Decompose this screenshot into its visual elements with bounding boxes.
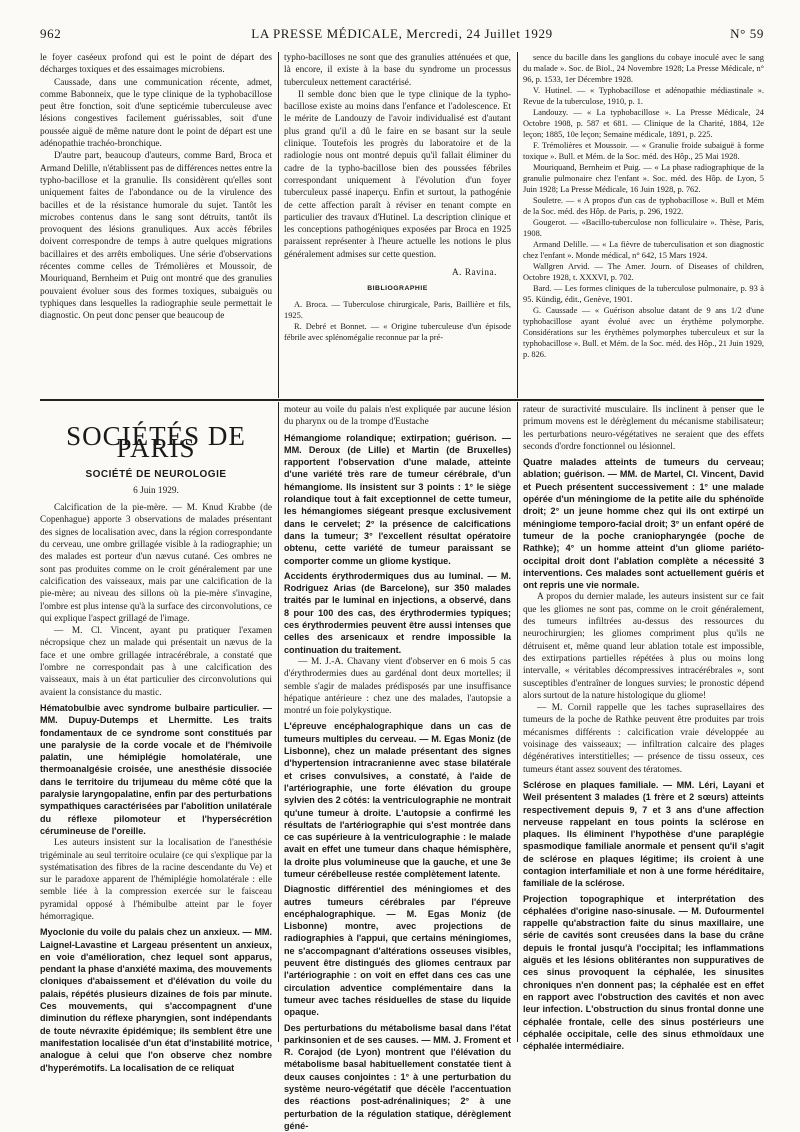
text-paragraph: — M. Cl. Vincent, ayant pu pratiquer l'examen nécropsique chez un malade qui présentait un nævus de la face et une ombre grillagée intracérébrale, a constaté que l'ombre ne correspondait pas à une calcification des vaisseaux, mais à un état particulier des circonvolutions qui avaient la consistance du mastic. — [40, 626, 272, 698]
section-separator — [40, 399, 764, 401]
text-paragraph: Wallgren Arvid. — The Amer. Journ. of Diseases of children, Octobre 1928, t. XXXVI, p. 702. — [523, 262, 764, 282]
text-paragraph: Calcification de la pie-mère. — M. Knud Krabbe (de Copenhague) apporte 3 observations de malades présentant des signes de localisation avec, dans la région correspondante du cerveau, une ombre grillagée visible à la radiographie; un des malades est porteur d'un nævus cutané. Ces ombres ne sont pas produites comme on le croit généralement par une calcification des vaisseaux, mais par une calcification de la pie-mère; au niveau des sillons où la pie-mère s'invagine, l'ombre est plus intense qu'à la surface des circonvolutions, ce qui explique l'aspect grillagé de l'image. — [40, 503, 272, 624]
section-heading-paragraph: L'épreuve encéphalographique dans un cas de tumeurs multiples du cerveau. — M. Egas Moniz (de Lisbonne), chez un malade présentant des signes d'hypertension intracranienne avec stase bilatérale et crises convulsives, a constaté, à l'aide de l'artériographie, une forte élévation du groupe sylvien des 2 côtés: la ventriculographie ne montrait qu'une tumeur à droite. L'autopsie a confirmé les résultats de l'artériographie qui s'est montrée dans ce cas supérieure à la ventriculographie : le malade avait en effet une tumeur dans chaque hémisphère, la droite plus volumineuse que la gauche, et une 3e tumeur cérébelleuse restée complètement latente. — [284, 721, 511, 879]
text-paragraph: rateur de suractivité musculaire. Ils inclinent à penser que le primum movens est le dérèglement du mécanisme stabilisateur; les perturbations neuro-végétatives ne seraient que des effets seconds d'ordre fonctionnel ou lésionnel. — [523, 405, 764, 452]
text-paragraph: sence du bacille dans les ganglions du cobaye inoculé avec le sang du malade ». Soc. de Biol., 24 Novembre 1928; La Presse Médicale, n° 96, p. 1533, 1er Décembre 1928. — [523, 53, 764, 84]
article-column-1 — [40, 52, 272, 397]
page-header — [40, 26, 764, 44]
text-paragraph: — M. J.-A. Chavany vient d'observer en 6 mois 5 cas d'érythrodermies dues au gardénal dont deux mortelles; il semble s'agir de malades prédisposés par une insuffisance hépatique antérieure : chez une des malades, l'autopsie a montré un foie polykystique. — [284, 656, 511, 717]
section-heading-paragraph: Accidents érythrodermiques dus au luminal. — M. Rodriguez Arias (de Barcelone), sur 350 malades traités par le luminal en injections, a observé, dans 8 pour 100 des cas, des érythrodermies typiques; ces érythrodermies peuvent être aussi intenses que celles des arsenicaux et rendre impossible la continuation du traitement. — [284, 570, 511, 655]
reference-entry: A. Broca. — Tuberculose chirurgicale, Paris, Baillière et fils, 1925. — [284, 299, 511, 320]
text-paragraph: A propos du dernier malade, les auteurs insistent sur ce fait que les gliomes ne sont pas, comme on le croit généralement, des tumeurs infiltrées au-dessus des ressources du neurochirurgien; les gliomes compriment plus qu'ils ne détruisent et, même quand leur ablation totale est impossible, des extirpations partielles répétées à plus ou moins long intervalle, « véritables décompressives intracérébrales », sont susceptibles d'entraîner de longues survies; le pronostic dépend alors surtout de la nature histologique du gliome! — [523, 592, 764, 701]
article-column-2 — [284, 52, 511, 397]
text-paragraph: Les auteurs insistent sur la localisation de l'anesthésie trigéminale au seul territoire oculaire (ce qui s'explique par la systématisation des fibres de la racine descendante du Ve) et sur le paradoxe apparent de l'hémiplégie homolatérale : elle semble liée à la compression exercée sur le faisceau pyramidal opposé à l'hémibulbe atteint par le foyer hémorragique. — [40, 838, 272, 922]
bibliography-column — [523, 52, 764, 397]
text-paragraph: Bard. — Les formes cliniques de la tuberculose pulmonaire, p. 93 à 95. Kündig, édit., Genève, 1901. — [523, 284, 764, 304]
text-paragraph: Gougerot. — «Bacillo-tuberculose non folliculaire ». Thèse, Paris, 1908. — [523, 218, 764, 238]
text-paragraph: — M. Cornil rappelle que les taches suprasellaires des tumeurs de la poche de Rathke peuvent être produites par trois mécanismes différents : calcification vraie développée au voisinage des vaisseaux; — infiltration calcaire des plages dégénératives interstitielles; — présence de tissu osseux, ces tumeurs étant assez souvent des tératomes. — [523, 703, 764, 775]
journal-title: LA PRESSE MÉDICALE, Mercredi, 24 Juillet 1929 — [251, 26, 553, 41]
section-heading-paragraph: Projection topographique et interprétation des céphalées d'origine naso-sinusale. — M. Dufourmentel rappelle qu'abstraction faite du sinus maxillaire, une série de cavités sont creusées dans la base du crâne depuis le frontal jusqu'à l'occipital; les inflammations aiguës et les lésions oblitérantes non suppuratives de ces sinus provoquent la céphalée, les sinusites chroniques n'en donnent pas; la céphalée est en effet en rapport avec l'obstruction des cavités et non avec leur infection. L'obstruction du sinus frontal donne une céphalée frontale, celle des sinus postérieurs une céphalée occipitale, celle des sinus ethmoïdaux une céphalée intermédiaire. — [523, 893, 764, 1052]
lower-column-rule-2 — [517, 402, 518, 1042]
text-paragraph: Souletre. — « A propos d'un cas de typhobacillose ». Bull et Mém de la Soc. méd. des Hôp. de Paris, p. 296, 1922. — [523, 196, 764, 216]
text-paragraph: typho-bacilloses ne sont que des granulies atténuées et que, là encore, il existe à la base du syndrome un processus tuberculeux nettement caractérisé. — [284, 53, 511, 88]
section-heading-paragraph: Sclérose en plaques familiale. — MM. Léri, Layani et Weil présentent 3 malades (1 frère et 2 sœurs) atteints respectivement depuis 9, 7 et 3 ans d'une affection nerveuse rappelant en tous points la sclérose en plaques. Ils éliminent l'hypothèse d'une paraplégie spasmodique familiale anormale et pensent qu'il s'agit de sclérose en plaques légitime; ils croient à une contagion interfamiliale et non à une forme héréditaire, familiale de la sclérose. — [523, 779, 764, 889]
upper-column-rule-2 — [517, 52, 518, 398]
societes-column-3 — [523, 404, 764, 1052]
text-paragraph: moteur au voile du palais n'est expliquée par aucune lésion du pharynx ou de la trompe d'Eustache — [284, 405, 511, 428]
lower-column-rule-1 — [278, 402, 279, 1042]
reference-entry: R. Debré et Bonnet. — « Origine tuberculeuse d'un épisode fébrile avec splénomégalie reconnue par la pré- — [284, 321, 511, 342]
text-paragraph: Landouzy. — « La typhobacillose ». La Presse Médicale, 24 Octobre 1908, p. 587 et 681. — Clinique de la Charité, 1884, 12e leçon; 1885, 10e leçon; Semaine médicale, 1891, p. 225. — [523, 108, 764, 139]
societes-column-1 — [40, 404, 272, 1073]
society-name: SOCIÉTÉ DE NEUROLOGIE — [85, 468, 227, 480]
section-heading-paragraph: Des perturbations du métabolisme basal dans l'état parkinsonien et de ses causes. — MM. J. Froment et R. Corajod (de Lyon) montrent que l'élévation du métabolisme basal habituellement constatée tient à deux causes conjointes : 1° à une perturbation du système neuro-végétatif que décèle l'accentuation des réactions post-adrénaliniques; 2° à une perturbation de la régulation statique, dérèglement géné- — [284, 1022, 511, 1131]
text-paragraph: G. Caussade — « Guérison absolue datant de 9 ans 1/2 d'une typhobacillose ayant évolué avec un érythème polymorphe. Considérations sur les érythèmes polymorphes tuberculeux et sur la typhobacillose ». Bull. et Mém. de la Soc. méd. des Hôp., 21 Juin 1929, p. 826. — [523, 306, 764, 359]
upper-column-rule-1 — [278, 52, 279, 398]
page-number: 962 — [40, 26, 62, 41]
text-paragraph: Caussade, dans une communication récente, admet, comme Babonneix, que le type clinique de la typhobacillose peut être fonction, soit d'une septicémie tuberculeuse avec lésions congestives facilement guérissables, soit d'une poussée aiguë de même nature dont le point de départ est une adénopathie trachéo-bronchique. — [40, 77, 272, 150]
section-heading-paragraph: Quatre malades atteints de tumeurs du cerveau; ablation; guérison. — MM. de Martel, Cl. Vincent, David et Puech présentent successivement : 1° une malade opérée d'un méningiome de la petite aile du sphénoïde droit; 2° un jeune homme chez qui ils ont extirpé un méningiome temporo-facial droit; 3° un enfant opéré de tumeur de la poche craniopharyngée (poche de Rathke); 4° un homme atteint d'un gliome pariéto-occipital droit dont l'ablation complète a nécessité 3 interventions. Ces malades sont actuellement guéris et ont repris une vie normale. — [523, 457, 764, 591]
text-paragraph: Mouriquand, Bernheim et Puig. — « La phase radiographique de la granulie pulmonaire chez l'enfant ». Soc. méd. des Hôp. de Lyon, 5 Juin 1928; La Presse Médicale, 16 Juin 1928, p. 762. — [523, 163, 764, 194]
text-paragraph: V. Hutinel. — « Typhobacillose et adénopathie médiastinale ». Revue de la tuberculose, 1910, p. 1. — [523, 86, 764, 106]
text-paragraph: F. Trémolières et Moussoir. — « Granulie froide subaiguë à forme toxique ». Bull. et Mém. de la Soc. méd. des Hôp., 25 Mai 1928. — [523, 141, 764, 161]
section-heading-paragraph: Hémangiome rolandique; extirpation; guérison. — MM. Deroux (de Lille) et Martin (de Bruxelles) rapportent l'observation d'une malade, atteinte d'une variété très rare de tumeur cérébrale, d'un hémangiome. Ils insistent sur 3 points : 1° le siège rolandique tout à fait exceptionnel de cette tumeur, les hémangiomes siégeant presque exclusivement dans le cervelet; 2° la présence de calcifications dans la tumeur; 3° l'excellent résultat opératoire obtenu, cette variété de tumeur paraissant se comporter comme un gliome kystique. — [284, 432, 511, 566]
text-paragraph: le foyer caséeux profond qui est le point de départ des décharges toxiques et des essaimages microbiens. — [40, 53, 272, 76]
issue-number: N° 59 — [730, 26, 764, 41]
text-paragraph: BIBLIOGRAPHIE — [367, 285, 428, 293]
section-heading-paragraph: Myoclonie du voile du palais chez un anxieux. — MM. Laignel-Lavastine et Largeau présentent un anxieux, en voie d'amélioration, chez lequel sont apparus, pendant la phase d'anxiété maxima, des mouvements cloniques d'abaissement et d'élévation du voile du palais, répétés plusieurs dizaines de fois par minute. Ces mouvements, qui s'accompagnent d'une diminution du réflexe pharyngien, sont indépendants de toute névraxite épidémique; ils semblent être une manifestation localisée d'un état d'instabilité motrice, analogue à celui que l'on observe chez nombre d'hyperémotifs. La localisation de ce reliquat — [40, 927, 272, 1073]
session-date: 6 Juin 1929. — [133, 485, 179, 496]
text-paragraph: D'autre part, beaucoup d'auteurs, comme Bard, Broca et Armand Delille, n'établissent pas de différences nettes entre la typho-bacillose et la granulie. Ils considèrent qu'elles sont uniquement faites de l'abondance ou de la virulence des bacilles et de la résistance humorale du sujet. Tantôt les microbes contenus dans le sang sont détruits, tantôt ils provoquent des lésions granuliques. Aux accès fébriles doivent correspondre de temps à autre quelques migrations bacillaires et des arrêts emboliques. Une série d'observations récentes comme celles de Trémolières et Moussoir, de Mouriquand, Bernheim et Puig ont montré que des granulies pouvaient évoluer sous des formes toxiques, subaiguës ou typhiques dans lesquelles la radiographie seule permettait le diagnostic. On peut donc penser que beaucoup de — [40, 151, 272, 322]
author-signature: A. Ravina. — [451, 268, 497, 279]
text-paragraph: Il semble donc bien que le type clinique de la typho-bacillose existe au moins dans l'enfance et l'adolescence. Et le mérite de Landouzy de l'avoir individualisé est d'autant plus grand qu'il a dû le faire en se basant sur la seule clinique. Toutefois les progrès du laboratoire et de la radiologie nous ont montré depuis qu'il fallait éliminer du cadre de la typho-bacillose bien des poussées fébriles correspondant uniquement à l'évolution d'un foyer tuberculeux passé inaperçu. Enfin et surtout, la pathogénie de cette affection paraît à réviser en tenant compte en particulier des travaux d'Hutinel. La description clinique et les conceptions pathogéniques exposées par Broca en 1925 paraissent représenter à l'heure actuelle les notions le plus généralement admises sur cette question. — [284, 89, 511, 260]
section-heading-paragraph: Diagnostic différentiel des méningiomes et des autres tumeurs cérébrales par l'épreuve encéphalographique. — M. Egas Moniz (de Lisbonne) montre, avec projections de radiographies à l'appui, que certains méningiomes, ne s'accompagnant d'altérations osseuses visibles, peuvent être distingués des gliomes centraux par l'artériographie : on voit en effet dans ces cas une circulation adventice complémentaire dans la tumeur avec taches résiduelles de stase du liquide opaque. — [284, 884, 511, 1018]
text-paragraph: Armand Delille. — « La fièvre de tuberculisation et son diagnostic chez l'enfant ». Monde médical, n° 642, 15 Mars 1924. — [523, 240, 764, 260]
section-title: SOCIÉTÉS DE PARIS — [66, 421, 246, 464]
societes-column-2 — [284, 404, 511, 1131]
section-heading-paragraph: Hématobulbie avec syndrome bulbaire particulier. — MM. Dupuy-Dutemps et Lhermitte. Les traits fondamentaux de ce syndrome sont constitués par une paralysie de la corde vocale et de l'hémivoile palatin, une hémiplégie homolatérale, une thermoanalgésie croisée, une anesthésie dissociée dans le territoire du trijumeau du même côté que la paralysie laryngopalatine, enfin par des perturbations sympathiques caractérisées par l'abolition unilatérale du réflexe pilomoteur et l'hypersécrétion cérumineuse de l'oreille. — [40, 702, 272, 836]
